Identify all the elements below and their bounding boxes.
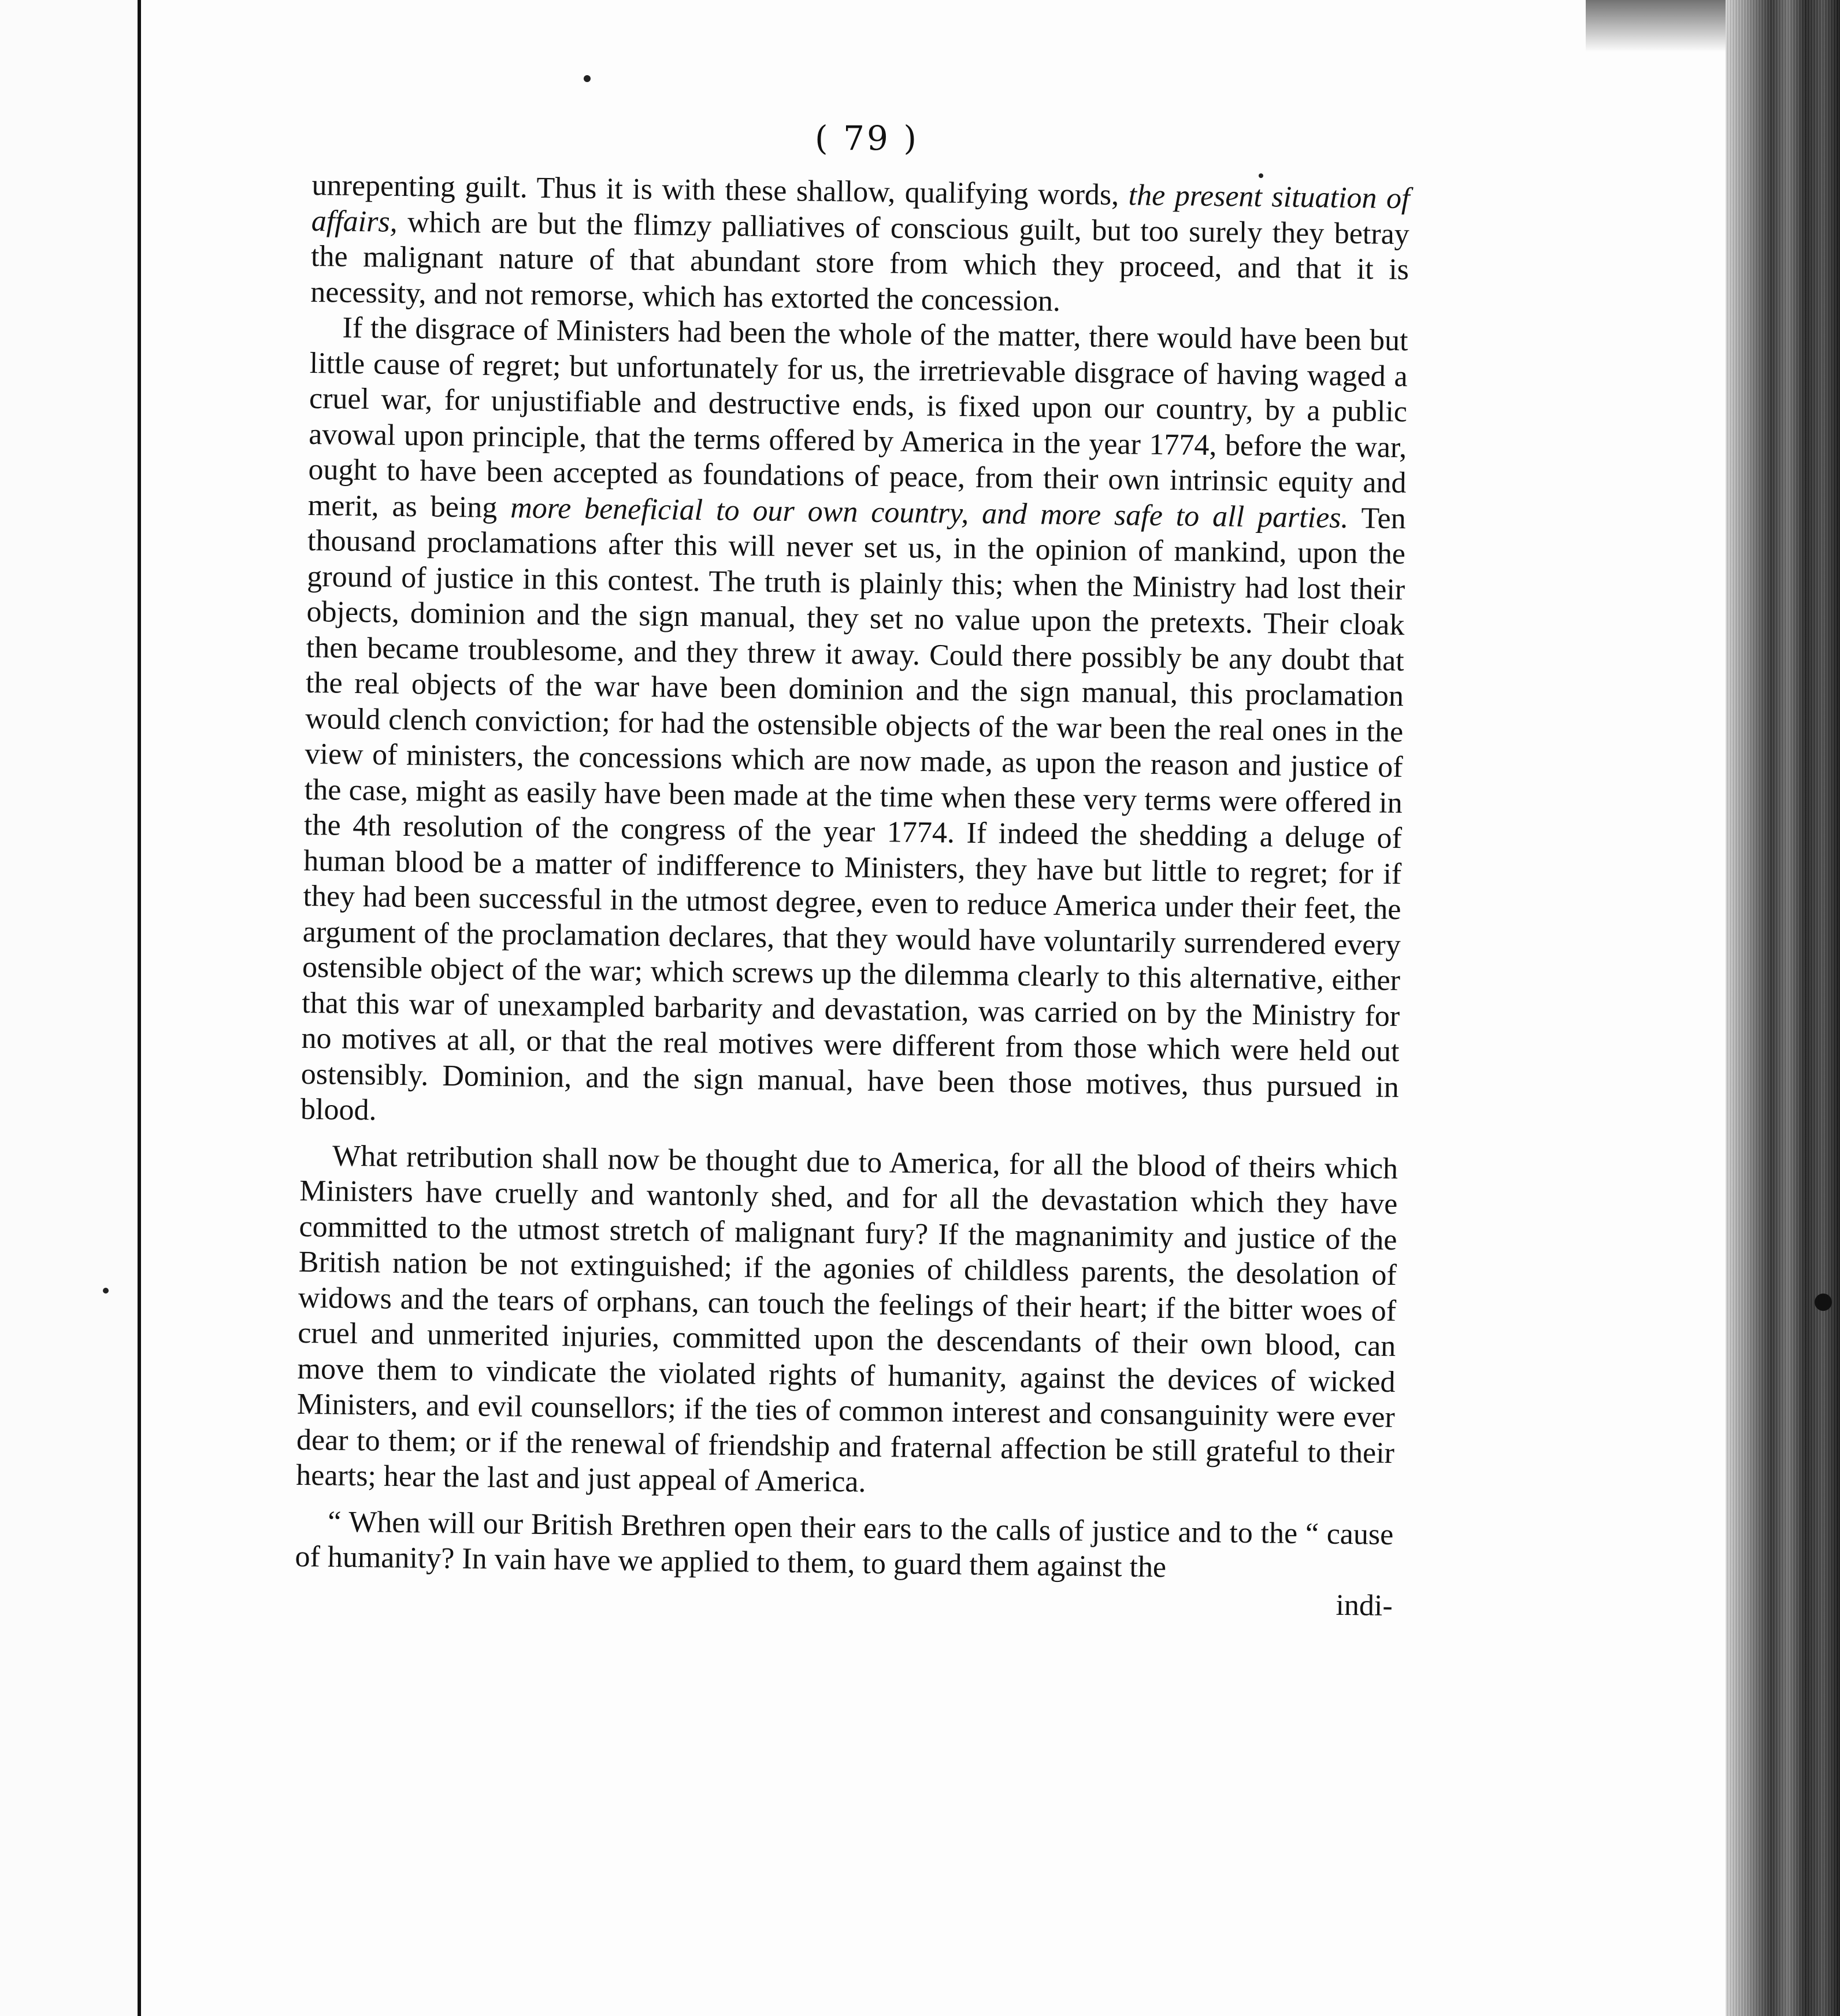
page-stack-edge — [1726, 0, 1840, 2016]
ink-speck — [1815, 1294, 1832, 1311]
body-text — [295, 168, 1410, 1624]
paragraph — [310, 168, 1410, 323]
text-run: If the disgrace of Ministers had been the whole of the matter, there would have been but little cause of regret; but unfortunately for us, the irretrievable disgrace of having waged a cruel war, for unjustifiable and destructive ends, is fixed upon our country, by a public avowal upon principle, that the terms offered by America in the year 1774, before the war, ought to have been accepted as foundations of peace, from their own intrinsic equity and merit, as being — [307, 311, 1408, 524]
ink-speck — [584, 75, 591, 82]
italic-phrase: more beneficial to our own country, and more safe to all parties. — [510, 491, 1349, 535]
paragraph — [295, 1503, 1393, 1588]
facing-page-edge — [0, 0, 141, 2016]
paragraph — [296, 1137, 1398, 1506]
text-run: What retribution shall now be thought due to America, for all the blood of theirs which Ministers have cruelly and wantonly shed, and for all the devastation which they have committed to the utmost stretch of malignant fury? If the magnanimity and justice of the British nation be not extinguished; if the agonies of childless parents, the desolation of widows and the tears of orphans, can touch the feelings of their heart; if the bitter woes of cruel and unmerited injuries, committed upon the descendants of their own blood, can move them to vindicate the violated rights of humanity, against the devices of wicked Ministers, and evil counsellors; if the ties of common interest and consanguinity were ever dear to them; or if the renewal of friendship and fraternal affection be still grateful to their hearts; hear the last and just appeal of America. — [296, 1139, 1398, 1499]
text-run: which are but the flimzy palliatives of conscious guilt, but too surely they betray the malignant nature of that abundant store from which they proceed, and that it is necessity, and not remorse, which has extorted the concession. — [310, 205, 1410, 318]
page-number: ( 79 ) — [815, 118, 919, 158]
ink-speck — [1259, 173, 1263, 178]
text-run: unrepenting guilt. Thus it is with these shallow, qualifying words, — [311, 168, 1129, 212]
paragraph — [301, 310, 1408, 1141]
text-run: “ When will our British Brethren open their ears to the calls of justice and to the “ cause of humanity? In vain have we applied to them, to guard them against the — [295, 1505, 1394, 1584]
ink-speck — [103, 1288, 109, 1294]
italic-phrase: the present situation of affairs, — [311, 179, 1410, 239]
page-stack-stripes — [1726, 0, 1840, 2016]
catchword-text: indi- — [1336, 1588, 1393, 1622]
text-run: Ten thousand proclamations after this will never set us, in the opinion of mankind, upon the ground of justice in this contest. The truth is plainly this; when the Ministry had lost their objects, dominion and the sign manual, they set no value upon the pretexts. Their cloak then became troublesome, and they threw it away. Could there possibly be any doubt that the real objects of the war have been dominion and the sign manual, this proclamation would clench conviction; for had the ostensible objects of the war been the real ones in the view of ministers, the concessions which are now made, as upon the reason and justice of the case, might as easily have been made at the time when these very terms were offered in the 4th resolution of the congress of the year 1774. If indeed the shedding a deluge of human blood be a matter of indifference to Ministers, they have but little to regret; for if they had been successful in the utmost degree, even to reduce America under their feet, the argument of the proclamation declares, that they would have voluntarily surrendered every ostensible object of the war; which screws up the dilemma clearly to this alternative, either that this war of unexampled barbarity and devastation, was carried on by the Ministry for no motives at all, or that the real motives were different from those which were held out ostensibly. Dominion, and the sign manual, have been those motives, thus pursued in blood. — [300, 501, 1407, 1127]
